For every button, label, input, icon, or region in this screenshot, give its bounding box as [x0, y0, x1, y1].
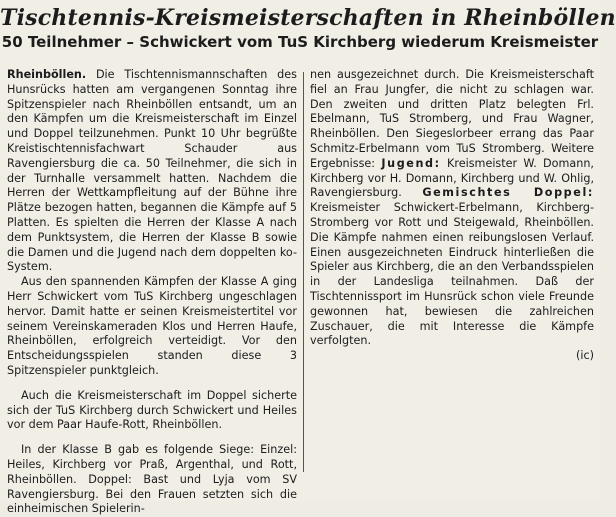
- subheadline: 50 Teilnehmer – Schwickert vom TuS Kirchberg wiederum Kreismeister: [1, 33, 599, 51]
- left-column: [7, 68, 297, 517]
- intro-text: Die Tischtennismannschaften des Hunsrücks hatten am vergangenen Sonntag ihre Spitzenspieler nach Rheinböllen entsandt, um an den Kämpfen um die Kreismeisterschaft im Einzel und Doppel teilzunehmen. Punkt 10 Uhr begrüßte Kreistischtennisfachwart Schauder aus Ravengiersburg die ca. 50 Teilnehmer, die sich in der Turnhalle versammelt hatten. Nachdem die Herren der Wettkampfleitung auf der Bühne ihre Plätze bezogen hatten, begannen die Kämpfe auf 5 Platten. Es spielten die Herren der Klasse A nach dem Punktsystem, die Herren der Klasse B sowie die Damen und die Jugend nach dem doppelten ko-System.: [7, 68, 297, 274]
- paragraph-class-b: In der Klasse B gab es folgende Siege: Einzel: Heiles, Kirchberg vor Praß, Argenthal, und Rott, Rheinböllen. Doppel: Bast und Lyja vom SV Ravengiersburg. Bei den Frauen setzten sich die einheimischen Spielerin-: [7, 443, 297, 516]
- dateline: Rheinböllen.: [7, 68, 87, 81]
- right-column: [310, 68, 594, 364]
- author-signature: (ic): [576, 349, 594, 363]
- paragraph-women: [310, 68, 594, 364]
- article-body: [0, 68, 600, 516]
- paragraph-doubles: Auch die Kreismeisterschaft im Doppel sicherte sich der TuS Kirchberg durch Schwickert und Heiles vor dem Paar Haufe-Rott, Rheinböllen.: [7, 388, 297, 432]
- paragraph-class-a: Aus den spannenden Kämpfen der Klasse A ging Herr Schwickert vom TuS Kirchberg ungeschlagen hervor. Damit hatte er seinen Kreismeistertitel vor seinem Vereinskameraden Klos und Herren Haufe, Rheinböllen, erfolgreich verteidigt. Vor den Entscheidungsspielen standen diese 3 Spitzenspieler punktgleich.: [7, 275, 297, 377]
- headline: Tischtennis-Kreismeisterschaften in Rheinböllen: [0, 5, 616, 31]
- column-divider: [303, 72, 304, 472]
- mixed-doubles-label: Gemischtes Doppel:: [422, 186, 594, 200]
- youth-text: Kreismeister W. Domann, Kirchberg vor H. Domann, Kirchberg und W. Ohlig, Ravengiersburg.: [310, 156, 594, 200]
- youth-label: Jugend:: [381, 156, 441, 170]
- paragraph-intro: [7, 68, 297, 275]
- women-text: nen ausgezeichnet durch. Die Kreismeisterschaft fiel an Frau Jungfer, die nicht zu schlagen war. Den zweiten und dritten Platz belegten Frl. Ebelmann, TuS Stromberg, und Frau Wagner, Rheinböllen. Den Siegeslorbeer errang das Paar Schmitz-Erbelmann vom TuS Stromberg. Weitere Ergebnisse:: [310, 68, 594, 170]
- mixed-doubles-text: Kreismeister Schwickert-Erbelmann, Kirchberg-Stromberg vor Rott und Steigewald, Rheinböllen. Die Kämpfe nahmen einen reibungslosen Verlauf. Einen ausgezeichneten Eindruck hinterließen die Spieler aus Kirchberg, die an den Verbandsspielen in der Landesliga teilnahmen. Daß der Tischtennissport im Hunsrück schon viele Freunde gewonnen hat, bewiesen die zahlreichen Zuschauer, die mit Interesse die Kämpfe verfolgten.: [310, 201, 594, 348]
